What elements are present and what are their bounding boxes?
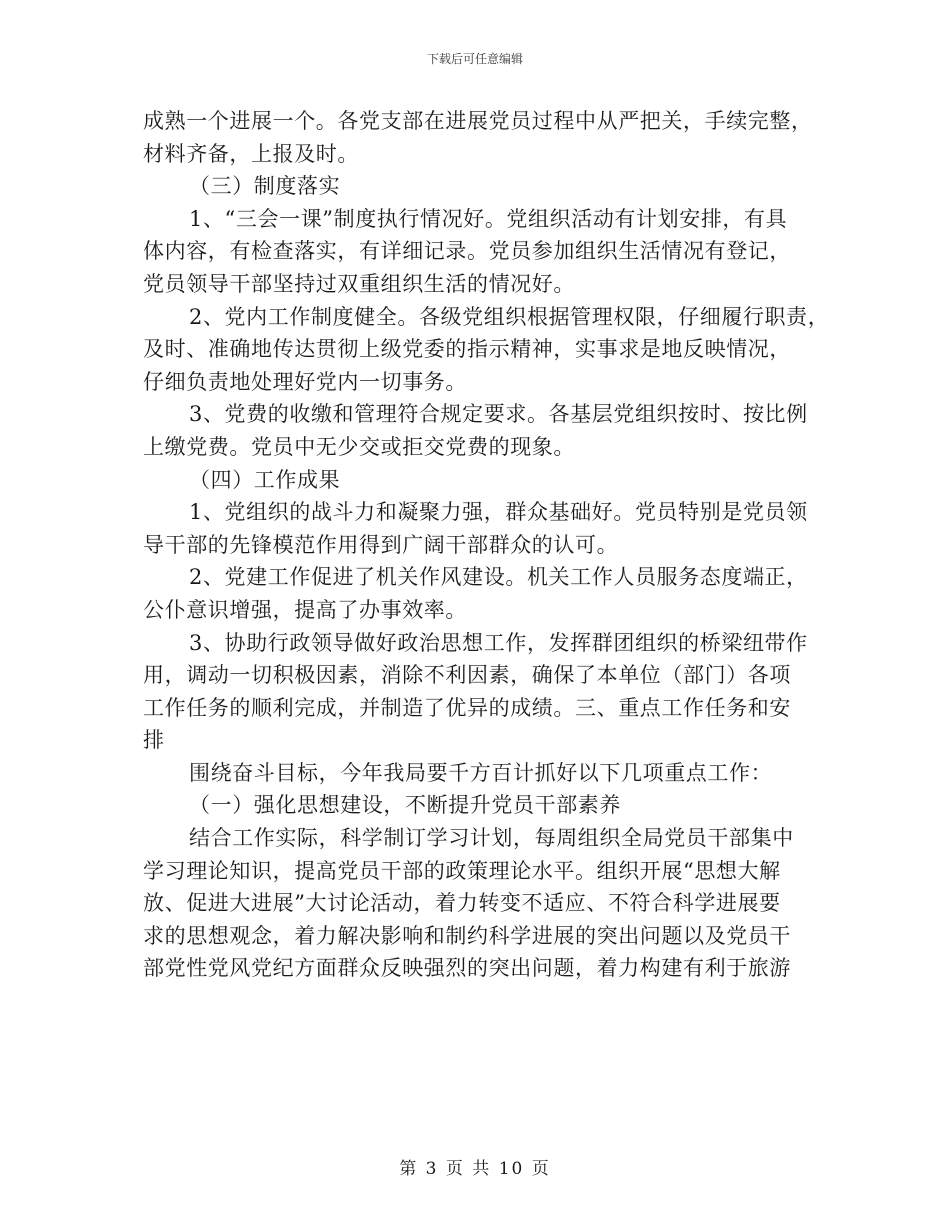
document-body	[143, 105, 830, 985]
body-line: 1、党组织的战斗力和凝聚力强，群众基础好。党员特别是党员领	[189, 500, 808, 525]
body-line: 排	[143, 728, 165, 753]
body-line: 3、党费的收缴和管理符合规定要求。各基层党组织按时、按比例	[189, 402, 808, 427]
body-line: 上缴党费。党员中无少交或拒交党费的现象。	[143, 434, 575, 459]
body-line: 工作任务的顺利完成，并制造了优异的成绩。三、重点工作任务和安	[143, 695, 791, 720]
body-line: 仔细负责地处理好党内一切事务。	[143, 369, 467, 394]
body-line: 部党性党风党纪方面群众反映强烈的突出问题，着力构建有利于旅游	[143, 956, 791, 981]
page-number-footer: 第 3 页 共 10 页	[399, 1159, 551, 1179]
body-line: 成熟一个进展一个。各党支部在进展党员过程中从严把关，手续完整，	[143, 109, 813, 133]
body-line: 求的思想观念，着力解决影响和制约科学进展的突出问题以及党员干	[143, 923, 791, 948]
body-line: 放、促进大进展”大讨论活动，着力转变不适应、不符合科学进展要	[143, 891, 781, 916]
section-heading: （一）强化思想建设，不断提升党员干部素养	[189, 793, 621, 818]
body-line: 及时、准确地传达贯彻上级党委的指示精神，实事求是地反映情况，	[143, 337, 791, 362]
page-header: 下载后可任意编辑	[426, 52, 523, 66]
body-line: 围绕奋斗目标，今年我局要千方百计抓好以下几项重点工作：	[189, 760, 773, 785]
body-line: 2、党内工作制度健全。各级党组织根据管理权限，仔细履行职责，	[189, 304, 830, 329]
body-line: 用，调动一切积极因素，消除不利因素，确保了本单位（部门）各项	[143, 663, 791, 688]
body-line: 结合工作实际，科学制订学习计划，每周组织全局党员干部集中	[189, 826, 794, 851]
section-heading: （四）工作成果	[189, 467, 341, 492]
body-line: 3、协助行政领导做好政治思想工作，发挥群团组织的桥梁纽带作	[189, 630, 808, 655]
body-line: 党员领导干部坚持过双重组织生活的情况好。	[143, 271, 575, 296]
body-line: 公仆意识增强，提高了办事效率。	[143, 597, 467, 622]
body-line: 体内容，有检查落实，有详细记录。党员参加组织生活情况有登记，	[143, 239, 791, 264]
body-line: 导干部的先锋模范作用得到广阔干部群众的认可。	[143, 532, 619, 557]
body-line: 1、“三会一课”制度执行情况好。党组织活动有计划安排，有具	[189, 206, 788, 231]
body-line: 学习理论知识，提高党员干部的政策理论水平。组织开展“思想大解	[143, 858, 781, 883]
body-line: 2、党建工作促进了机关作风建设。机关工作人员服务态度端正，	[189, 565, 808, 590]
section-heading: （三）制度落实	[189, 174, 341, 199]
body-line: 材料齐备，上报及时。	[143, 141, 359, 166]
